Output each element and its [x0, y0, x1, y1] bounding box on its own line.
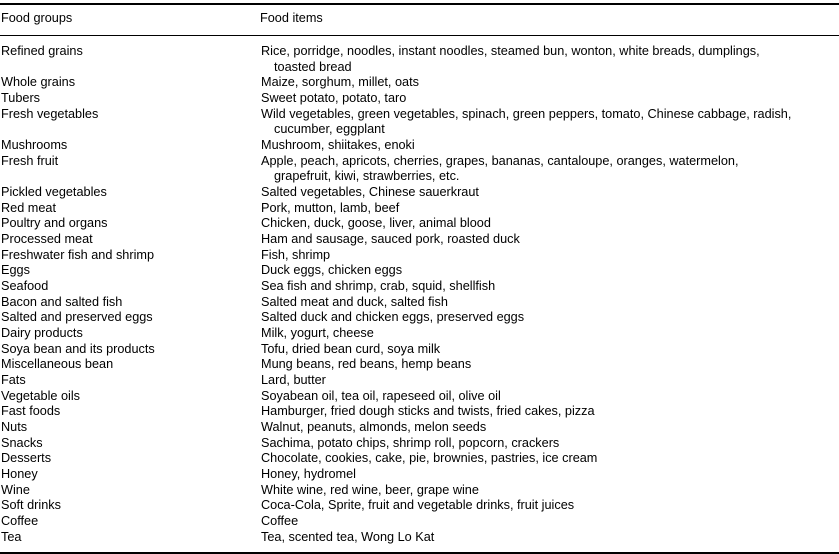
food-group-cell: Tea — [1, 529, 22, 544]
food-items-cell — [260, 232, 839, 248]
table-row — [0, 342, 839, 358]
food-group-cell: Coffee — [1, 513, 39, 528]
food-group-cell: Desserts — [1, 451, 52, 466]
food-items-line: Coffee — [261, 513, 299, 528]
food-items-line: Salted duck and chicken eggs, preserved eggs — [261, 310, 525, 325]
food-group-cell: Dairy products — [1, 325, 83, 340]
table-row — [0, 154, 839, 185]
table-row — [0, 201, 839, 217]
food-table — [0, 5, 839, 553]
food-items-line: Rice, porridge, noodles, instant noodles, steamed bun, wonton, white breads, dumplings, — [261, 44, 760, 59]
food-items-cell — [260, 263, 839, 279]
food-items-cell — [260, 467, 839, 483]
food-group-cell: Nuts — [1, 419, 28, 434]
food-items-line: Salted vegetables, Chinese sauerkraut — [261, 185, 479, 200]
food-group-cell: Miscellaneous bean — [1, 357, 114, 372]
table-row — [0, 232, 839, 248]
table-row — [0, 75, 839, 91]
food-items-cell — [260, 389, 839, 405]
food-items-line: Milk, yogurt, cheese — [261, 325, 374, 340]
food-items-line: Duck eggs, chicken eggs — [261, 263, 403, 278]
food-items-cell — [260, 279, 839, 295]
food-items-line: Chocolate, cookies, cake, pie, brownies, pastries, ice cream — [261, 451, 598, 466]
food-items-cell — [260, 483, 839, 499]
food-items-cell — [260, 154, 839, 185]
food-items-cell — [260, 420, 839, 436]
table-row — [0, 498, 839, 514]
food-items-cell — [260, 201, 839, 217]
food-group-cell: Processed meat — [1, 232, 93, 247]
food-items-cell — [260, 248, 839, 264]
table-row — [0, 467, 839, 483]
food-items-line: White wine, red wine, beer, grape wine — [261, 482, 479, 497]
food-items-line: Honey, hydromel — [261, 466, 356, 481]
food-items-line: Pork, mutton, lamb, beef — [261, 200, 400, 215]
table-row — [0, 404, 839, 420]
food-group-cell: Fast foods — [1, 404, 61, 419]
food-items-line: Lard, butter — [261, 372, 326, 387]
food-items-cell — [260, 514, 839, 530]
food-items-cell — [260, 138, 839, 154]
food-group-cell: Pickled vegetables — [1, 185, 107, 200]
food-group-cell: Whole grains — [1, 75, 76, 90]
food-items-cell — [260, 342, 839, 358]
food-group-cell: Tubers — [1, 91, 41, 106]
food-items-line: Hamburger, fried dough sticks and twists, fried cakes, pizza — [261, 404, 595, 419]
table-row — [0, 263, 839, 279]
table-row — [0, 185, 839, 201]
table-row — [0, 295, 839, 311]
food-items-cell — [260, 185, 839, 201]
food-items-line: Tofu, dried bean curd, soya milk — [261, 341, 441, 356]
table-row — [0, 91, 839, 107]
table-row — [0, 436, 839, 452]
table-row — [0, 248, 839, 264]
food-items-cell — [260, 91, 839, 107]
food-items-line: Tea, scented tea, Wong Lo Kat — [261, 529, 435, 544]
food-items-line: Wild vegetables, green vegetables, spinach, green peppers, tomato, Chinese cabbage, radish, — [261, 106, 792, 121]
food-group-cell: Mushrooms — [1, 138, 68, 153]
food-items-cell — [260, 498, 839, 514]
food-group-cell: Salted and preserved eggs — [1, 310, 153, 325]
table-body — [0, 36, 839, 552]
food-items-line: Salted meat and duck, salted fish — [261, 294, 448, 309]
food-items-line: Sea fish and shrimp, crab, squid, shellfish — [261, 279, 496, 293]
food-group-cell: Wine — [1, 482, 30, 497]
food-items-line: toasted bread — [274, 59, 352, 74]
food-group-cell: Freshwater fish and shrimp — [1, 247, 155, 262]
food-group-cell: Honey — [1, 466, 38, 481]
food-items-line: Chicken, duck, goose, liver, animal blood — [261, 216, 491, 231]
food-group-cell: Vegetable oils — [1, 388, 81, 403]
table-row — [0, 310, 839, 326]
table-row — [0, 36, 839, 75]
food-group-cell: Poultry and organs — [1, 216, 108, 231]
food-group-cell: Snacks — [1, 435, 43, 450]
food-items-cell — [260, 107, 839, 138]
food-items-cell — [260, 436, 839, 452]
table-row — [0, 373, 839, 389]
food-group-cell: Red meat — [1, 200, 57, 215]
table-row — [0, 107, 839, 138]
food-group-cell: Fats — [1, 372, 26, 387]
table-row — [0, 389, 839, 405]
table-row — [0, 483, 839, 499]
table-row — [0, 451, 839, 467]
bottom-rule — [0, 552, 839, 554]
food-items-cell — [260, 530, 839, 553]
food-items-cell — [260, 404, 839, 420]
food-group-cell: Soya bean and its products — [1, 341, 155, 356]
food-items-cell — [260, 310, 839, 326]
table-row — [0, 279, 839, 295]
header-food-groups: Food groups — [1, 10, 73, 25]
header-food-items: Food items — [260, 10, 323, 25]
food-items-cell — [260, 373, 839, 389]
table-row — [0, 216, 839, 232]
food-group-cell: Fresh vegetables — [1, 106, 99, 121]
table-row — [0, 530, 839, 553]
food-items-cell — [260, 75, 839, 91]
food-items-line: grapefruit, kiwi, strawberries, etc. — [274, 169, 460, 184]
food-items-line: Sweet potato, potato, taro — [261, 91, 407, 106]
table-row — [0, 420, 839, 436]
food-items-line: Soyabean oil, tea oil, rapeseed oil, olive oil — [261, 388, 501, 403]
table-row — [0, 138, 839, 154]
header-row — [0, 5, 839, 36]
food-group-cell: Bacon and salted fish — [1, 294, 123, 309]
food-items-cell — [260, 326, 839, 342]
food-group-cell: Seafood — [1, 279, 49, 293]
food-items-line: Apple, peach, apricots, cherries, grapes, bananas, cantaloupe, oranges, watermelon, — [261, 153, 739, 168]
food-items-line: Maize, sorghum, millet, oats — [261, 75, 419, 90]
food-items-line: Sachima, potato chips, shrimp roll, popcorn, crackers — [261, 435, 560, 450]
food-group-cell: Refined grains — [1, 44, 83, 59]
food-items-cell — [260, 295, 839, 311]
food-group-cell: Fresh fruit — [1, 153, 59, 168]
food-items-line: Mushroom, shiitakes, enoki — [261, 138, 415, 153]
table-row — [0, 357, 839, 373]
food-items-line: Ham and sausage, sauced pork, roasted duck — [261, 232, 520, 247]
food-items-line: cucumber, eggplant — [274, 122, 385, 137]
food-items-line: Fish, shrimp — [261, 247, 331, 262]
food-group-cell: Soft drinks — [1, 498, 61, 513]
food-items-line: Mung beans, red beans, hemp beans — [261, 357, 472, 372]
food-items-cell — [260, 451, 839, 467]
food-items-cell — [260, 36, 839, 75]
food-items-cell — [260, 357, 839, 373]
food-items-line: Walnut, peanuts, almonds, melon seeds — [261, 419, 487, 434]
table-row — [0, 514, 839, 530]
food-items-line: Coca-Cola, Sprite, fruit and vegetable drinks, fruit juices — [261, 498, 575, 513]
table-row — [0, 326, 839, 342]
food-group-cell: Eggs — [1, 263, 30, 278]
food-items-cell — [260, 216, 839, 232]
